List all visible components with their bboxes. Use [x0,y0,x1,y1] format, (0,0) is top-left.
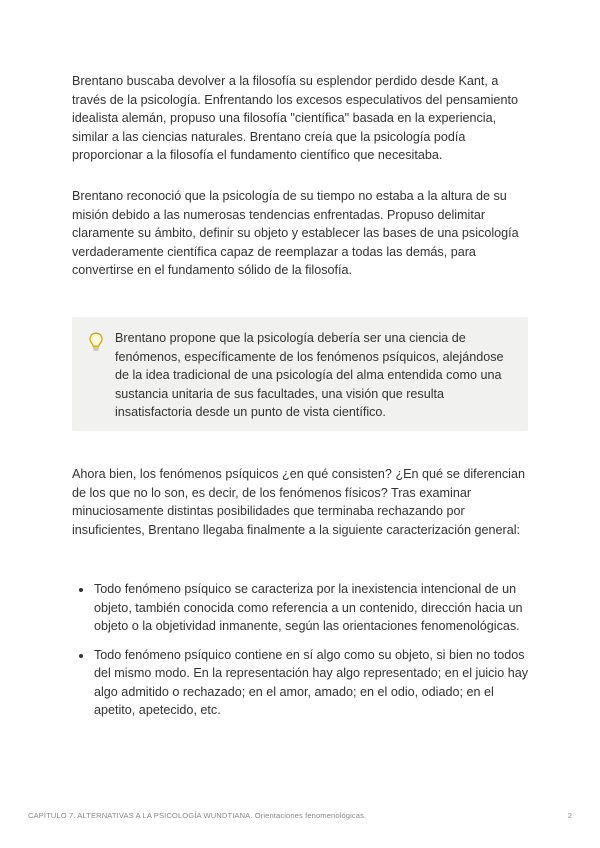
footer-page-number: 2 [567,811,572,820]
bullet-list [72,580,534,730]
list-item [72,646,534,720]
body-paragraph-1: Brentano buscaba devolver a la filosofía su esplendor perdido desde Kant, a través de la psicología. Enfrentando los excesos especulativos del pensamiento idealista alemán, propuso una filosofía "científica" basada en la experiencia, similar a las ciencias naturales. Brentano creía que la psicología podía proporcionar a la filosofía el fundamento científico que necesitaba. [72,74,518,162]
list-item-text: Todo fenómeno psíquico contiene en sí algo como su objeto, si bien no todos del mismo modo. En la representación hay algo representado; en el juicio hay algo admitido o rechazado; en el amor, amado; en el odio, odiado; en el apetito, apetecido, etc. [94,647,529,717]
body-paragraph-2: Brentano reconoció que la psicología de su tiempo no estaba a la altura de su misión debido a las numerosas tendencias enfrentadas. Propuso delimitar claramente su ámbito, definir su objeto y establecer las bases de una psicología verdaderamente científica capaz de reemplazar a todas las demás, para convertirse en el fundamento sólido de la filosofía. [72,189,519,277]
footer-chapter-title: CAPÍTULO 7. ALTERNATIVAS A LA PSICOLOGÍA WUNDTIANA. Orientaciones fenomenológicas. [28,811,367,820]
bullet-dot-icon [79,654,83,658]
lightbulb-icon [86,331,106,353]
list-item-text: Todo fenómeno psíquico se caracteriza por la inexistencia intencional de un objeto, también conocida como referencia a un contenido, dirección hacia un objeto o la objetividad inmanente, según las orientaciones fenomenológicas. [94,582,523,633]
bullet-dot-icon [79,588,83,592]
callout-box [72,317,528,431]
callout-text: Brentano propone que la psicología debería ser una ciencia de fenómenos, específicamente de los fenómenos psíquicos, alejándose de la idea tradicional de una psicología del alma entendida como una sustancia unitaria de sus facultades, una visión que resulta insatisfactoria desde un punto de vista científico. [115,331,504,419]
body-paragraph-3: Ahora bien, los fenómenos psíquicos ¿en qué consisten? ¿En qué se diferencian de los que no lo son, es decir, de los fenómenos físicos? Tras examinar minuciosamente distintas posibilidades que terminaba rechazando por insuficientes, Brentano llegaba finalmente a la siguiente caracterización general: [72,467,525,537]
list-item [72,580,534,636]
